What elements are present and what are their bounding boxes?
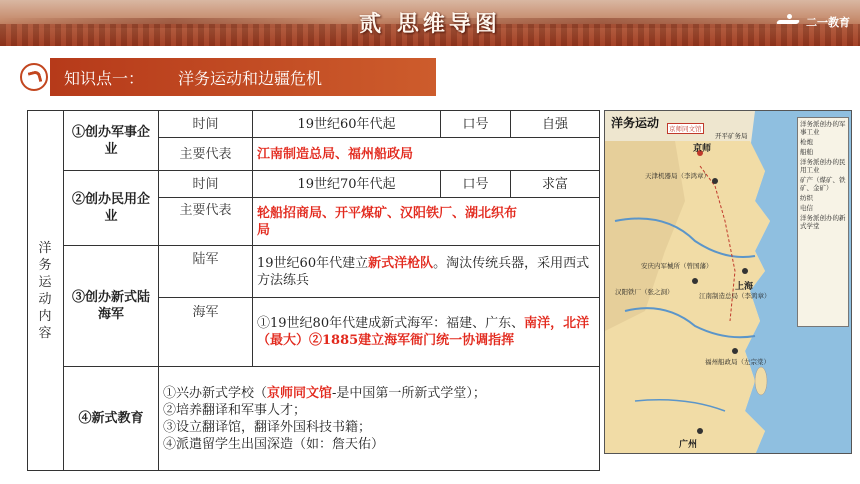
civil-time-value: 19世纪70年代起 xyxy=(253,171,441,198)
side-label: 洋务运动内容 xyxy=(28,111,64,471)
knowledge-point-label: 知识点一： xyxy=(64,68,145,88)
westernization-map xyxy=(604,110,852,454)
page-title: 贰 思维导图 xyxy=(359,11,501,37)
knowledge-point-topic: 洋务运动和边疆危机 xyxy=(178,68,323,88)
map-label-beijing: 京师 xyxy=(693,144,712,154)
map-legend xyxy=(797,117,849,327)
map-label-tianjin: 天津机器局（李鸿章） xyxy=(645,172,710,180)
civil-rep-value: 轮船招商局、开平煤矿、汉阳铁厂、湖北织布局 xyxy=(253,198,600,246)
knowledge-point-bullet-icon xyxy=(20,63,48,91)
military-category: ①创办军事企业 xyxy=(64,111,159,171)
header-banner xyxy=(0,0,860,46)
legend-item: 船舶 xyxy=(800,148,813,156)
legend-item: 纺织 xyxy=(800,194,813,202)
legend-item: 矿产（煤矿、铁矿、金矿） xyxy=(800,176,846,192)
knowledge-table xyxy=(27,110,600,471)
map-title: 洋务运动 xyxy=(611,116,660,130)
legend-item: 洋务派创办的军事工业 xyxy=(800,120,846,136)
map-label-guangzhou: 广州 xyxy=(679,440,698,450)
navy-highlight: 南洋，北洋（最大）②1885建立海军衙门统一协调指挥 xyxy=(257,316,590,348)
legend-item: 电信 xyxy=(800,204,813,212)
logo-icon xyxy=(777,13,803,31)
legend-item: 洋务派创办的新式学堂 xyxy=(800,214,846,230)
military-time-label: 时间 xyxy=(159,111,253,138)
civil-slogan-label: 口号 xyxy=(441,171,511,198)
education-item-4: ④派遣留学生出国深造（如：詹天佑） xyxy=(163,436,385,452)
education-item-3: ③设立翻译馆，翻译外国科技书籍； xyxy=(163,419,372,435)
military-time-value: 19世纪60年代起 xyxy=(253,111,441,138)
education-item-2: ②培养翻译和军事人才； xyxy=(163,402,307,418)
map-label-jiangnan: 江南制造总局（李鸿章） xyxy=(699,292,771,300)
forces-category: ③创办新式陆海军 xyxy=(64,246,159,367)
tongwenguan-highlight: 京师同文馆 xyxy=(267,385,333,401)
logo-text: 二一教育 xyxy=(806,16,850,29)
education-item-1: ①兴办新式学校（京师同文馆-是中国第一所新式学堂）； xyxy=(163,385,486,401)
military-rep-label: 主要代表 xyxy=(159,138,253,171)
army-text: 19世纪60年代建立新式洋枪队。淘汰传统兵器，采用西式方法练兵 xyxy=(253,246,600,298)
civil-rep-label: 主要代表 xyxy=(159,198,253,246)
education-list xyxy=(159,367,600,471)
navy-text: ①19世纪80年代建成新式海军：福建、广东、南洋，北洋（最大）②1885建立海军衙门统一协调指挥 xyxy=(253,298,600,367)
legend-item: 枪炮 xyxy=(800,138,813,146)
army-highlight: 新式洋枪队 xyxy=(368,255,434,271)
military-slogan-label: 口号 xyxy=(441,111,511,138)
civil-time-label: 时间 xyxy=(159,171,253,198)
knowledge-point-bar xyxy=(50,58,436,96)
map-label-anqing: 安庆内军械所（曾国藩） xyxy=(641,262,713,270)
map-label-shanghai: 上海 xyxy=(735,282,754,292)
map-label-tongwenguan: 京师同文馆 xyxy=(669,125,702,133)
legend-item: 洋务派创办的民用工业 xyxy=(800,158,846,174)
military-slogan-value: 自强 xyxy=(511,111,600,138)
military-rep-value: 江南制造总局、福州船政局 xyxy=(253,138,600,171)
navy-label: 海军 xyxy=(159,298,253,367)
army-label: 陆军 xyxy=(159,246,253,298)
civil-category: ②创办民用企业 xyxy=(64,171,159,246)
map-label-kaiping: 开平矿务局 xyxy=(715,132,748,140)
civil-slogan-value: 求富 xyxy=(511,171,600,198)
brand-logo xyxy=(777,10,850,34)
map-label-hanyang: 汉阳铁厂（张之洞） xyxy=(615,288,674,296)
map-label-fuzhou: 福州船政局（左宗棠） xyxy=(705,358,770,366)
education-category: ④新式教育 xyxy=(64,367,159,471)
